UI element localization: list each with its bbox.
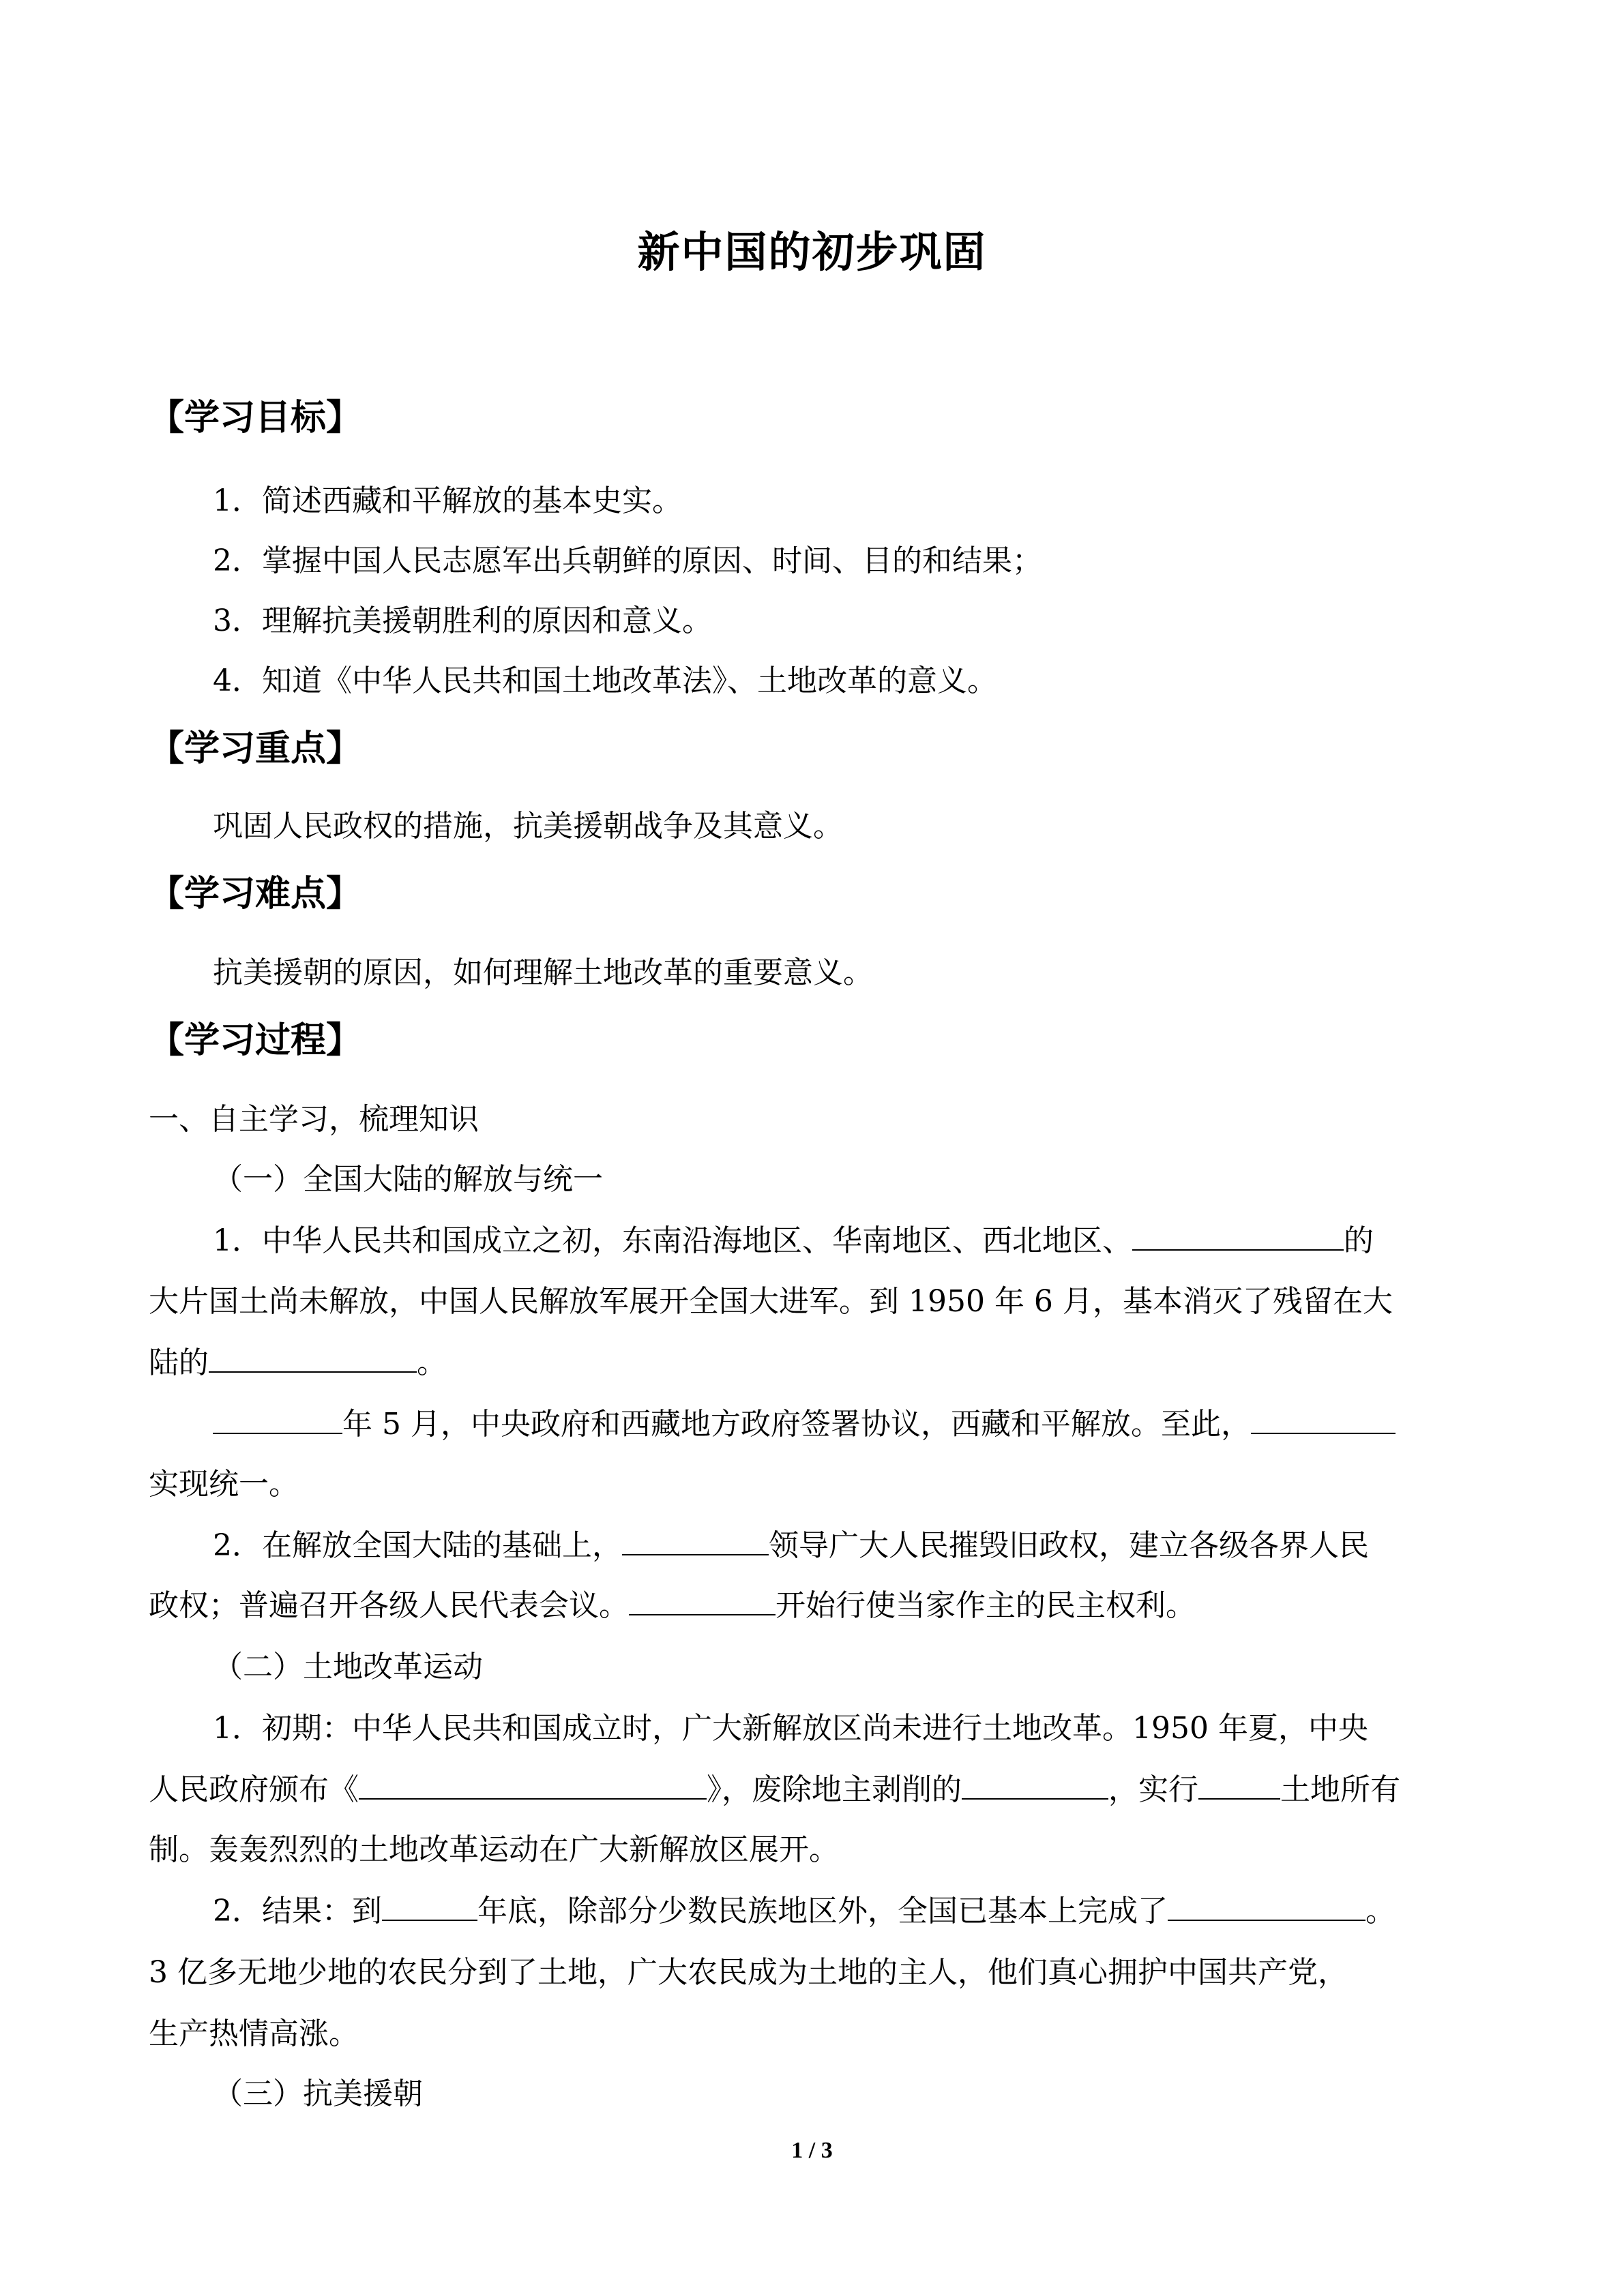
answer-blank[interactable] xyxy=(1251,1401,1396,1434)
section-heading-process: 【学习过程】 xyxy=(149,1020,362,1061)
section-heading-key: 【学习重点】 xyxy=(149,728,362,769)
goal-item-2: 2．掌握中国人民志愿军出兵朝鲜的原因、时间、目的和结果； xyxy=(213,543,1042,578)
part-heading: 一、自主学习，梳理知识 xyxy=(149,1102,479,1137)
subsection-heading-1: （一）全国大陆的解放与统一 xyxy=(213,1162,603,1197)
paragraph-line: 2．在解放全国大陆的基础上， 领导广大人民摧毁旧政权，建立各级各界人民 xyxy=(213,1521,1369,1564)
answer-blank[interactable] xyxy=(962,1767,1108,1800)
answer-blank[interactable] xyxy=(359,1767,707,1800)
key-points-text: 巩固人民政权的措施，抗美援朝战争及其意义。 xyxy=(213,809,843,844)
difficulty-text: 抗美援朝的原因，如何理解土地改革的重要意义。 xyxy=(213,955,873,990)
subsection-heading-3: （三）抗美援朝 xyxy=(213,2076,423,2111)
subsection-heading-2: （二）土地改革运动 xyxy=(213,1650,483,1684)
paragraph-line: 政权；普遍召开各级人民代表会议。 开始行使当家作主的民主权利。 xyxy=(149,1581,1196,1624)
paragraph-line: 实现统一。 xyxy=(149,1467,299,1502)
answer-blank[interactable] xyxy=(382,1888,477,1921)
answer-blank[interactable] xyxy=(1132,1218,1344,1251)
paragraph-line: 2．结果：到 年底，除部分少数民族地区外，全国已基本上完成了 。 xyxy=(213,1886,1396,1930)
answer-blank[interactable] xyxy=(209,1340,417,1373)
answer-blank[interactable] xyxy=(1198,1767,1280,1800)
answer-blank[interactable] xyxy=(622,1523,769,1555)
paragraph-line: 年 5 月，中央政府和西藏地方政府签署协议，西藏和平解放。至此， xyxy=(213,1399,1396,1443)
paragraph-line: 生产热情高涨。 xyxy=(149,2016,359,2051)
goal-item-1: 1．简述西藏和平解放的基本史实。 xyxy=(213,483,682,518)
answer-blank[interactable] xyxy=(1168,1888,1365,1921)
page-title: 新中国的初步巩固 xyxy=(637,227,987,277)
paragraph-line: 3 亿多无地少地的农民分到了土地，广大农民成为土地的主人，他们真心拥护中国共产党， xyxy=(149,1955,1348,1990)
paragraph-line: 1．中华人民共和国成立之初，东南沿海地区、华南地区、西北地区、 的 xyxy=(213,1216,1374,1259)
answer-blank[interactable] xyxy=(213,1401,342,1434)
goal-item-4: 4．知道《中华人民共和国土地改革法》、土地改革的意义。 xyxy=(213,664,997,698)
paragraph-line: 1．初期：中华人民共和国成立时，广大新解放区尚未进行土地改革。1950 年夏，中央 xyxy=(213,1711,1368,1746)
paragraph-line: 制。轰轰烈烈的土地改革运动在广大新解放区展开。 xyxy=(149,1832,839,1867)
paragraph-line: 陆的 。 xyxy=(149,1338,447,1382)
paragraph-line: 人民政府颁布《 》，废除地主剥削的 ，实行 土地所有 xyxy=(149,1765,1400,1808)
answer-blank[interactable] xyxy=(629,1583,776,1615)
page-number: 1 / 3 xyxy=(791,2138,833,2163)
section-heading-goals: 【学习目标】 xyxy=(149,398,362,438)
goal-item-3: 3．理解抗美援朝胜利的原因和意义。 xyxy=(213,603,712,638)
paragraph-line: 大片国土尚未解放，中国人民解放军展开全国大进军。到 1950 年 6 月，基本消灭了残留在大 xyxy=(149,1284,1393,1319)
section-heading-difficulty: 【学习难点】 xyxy=(149,874,362,914)
